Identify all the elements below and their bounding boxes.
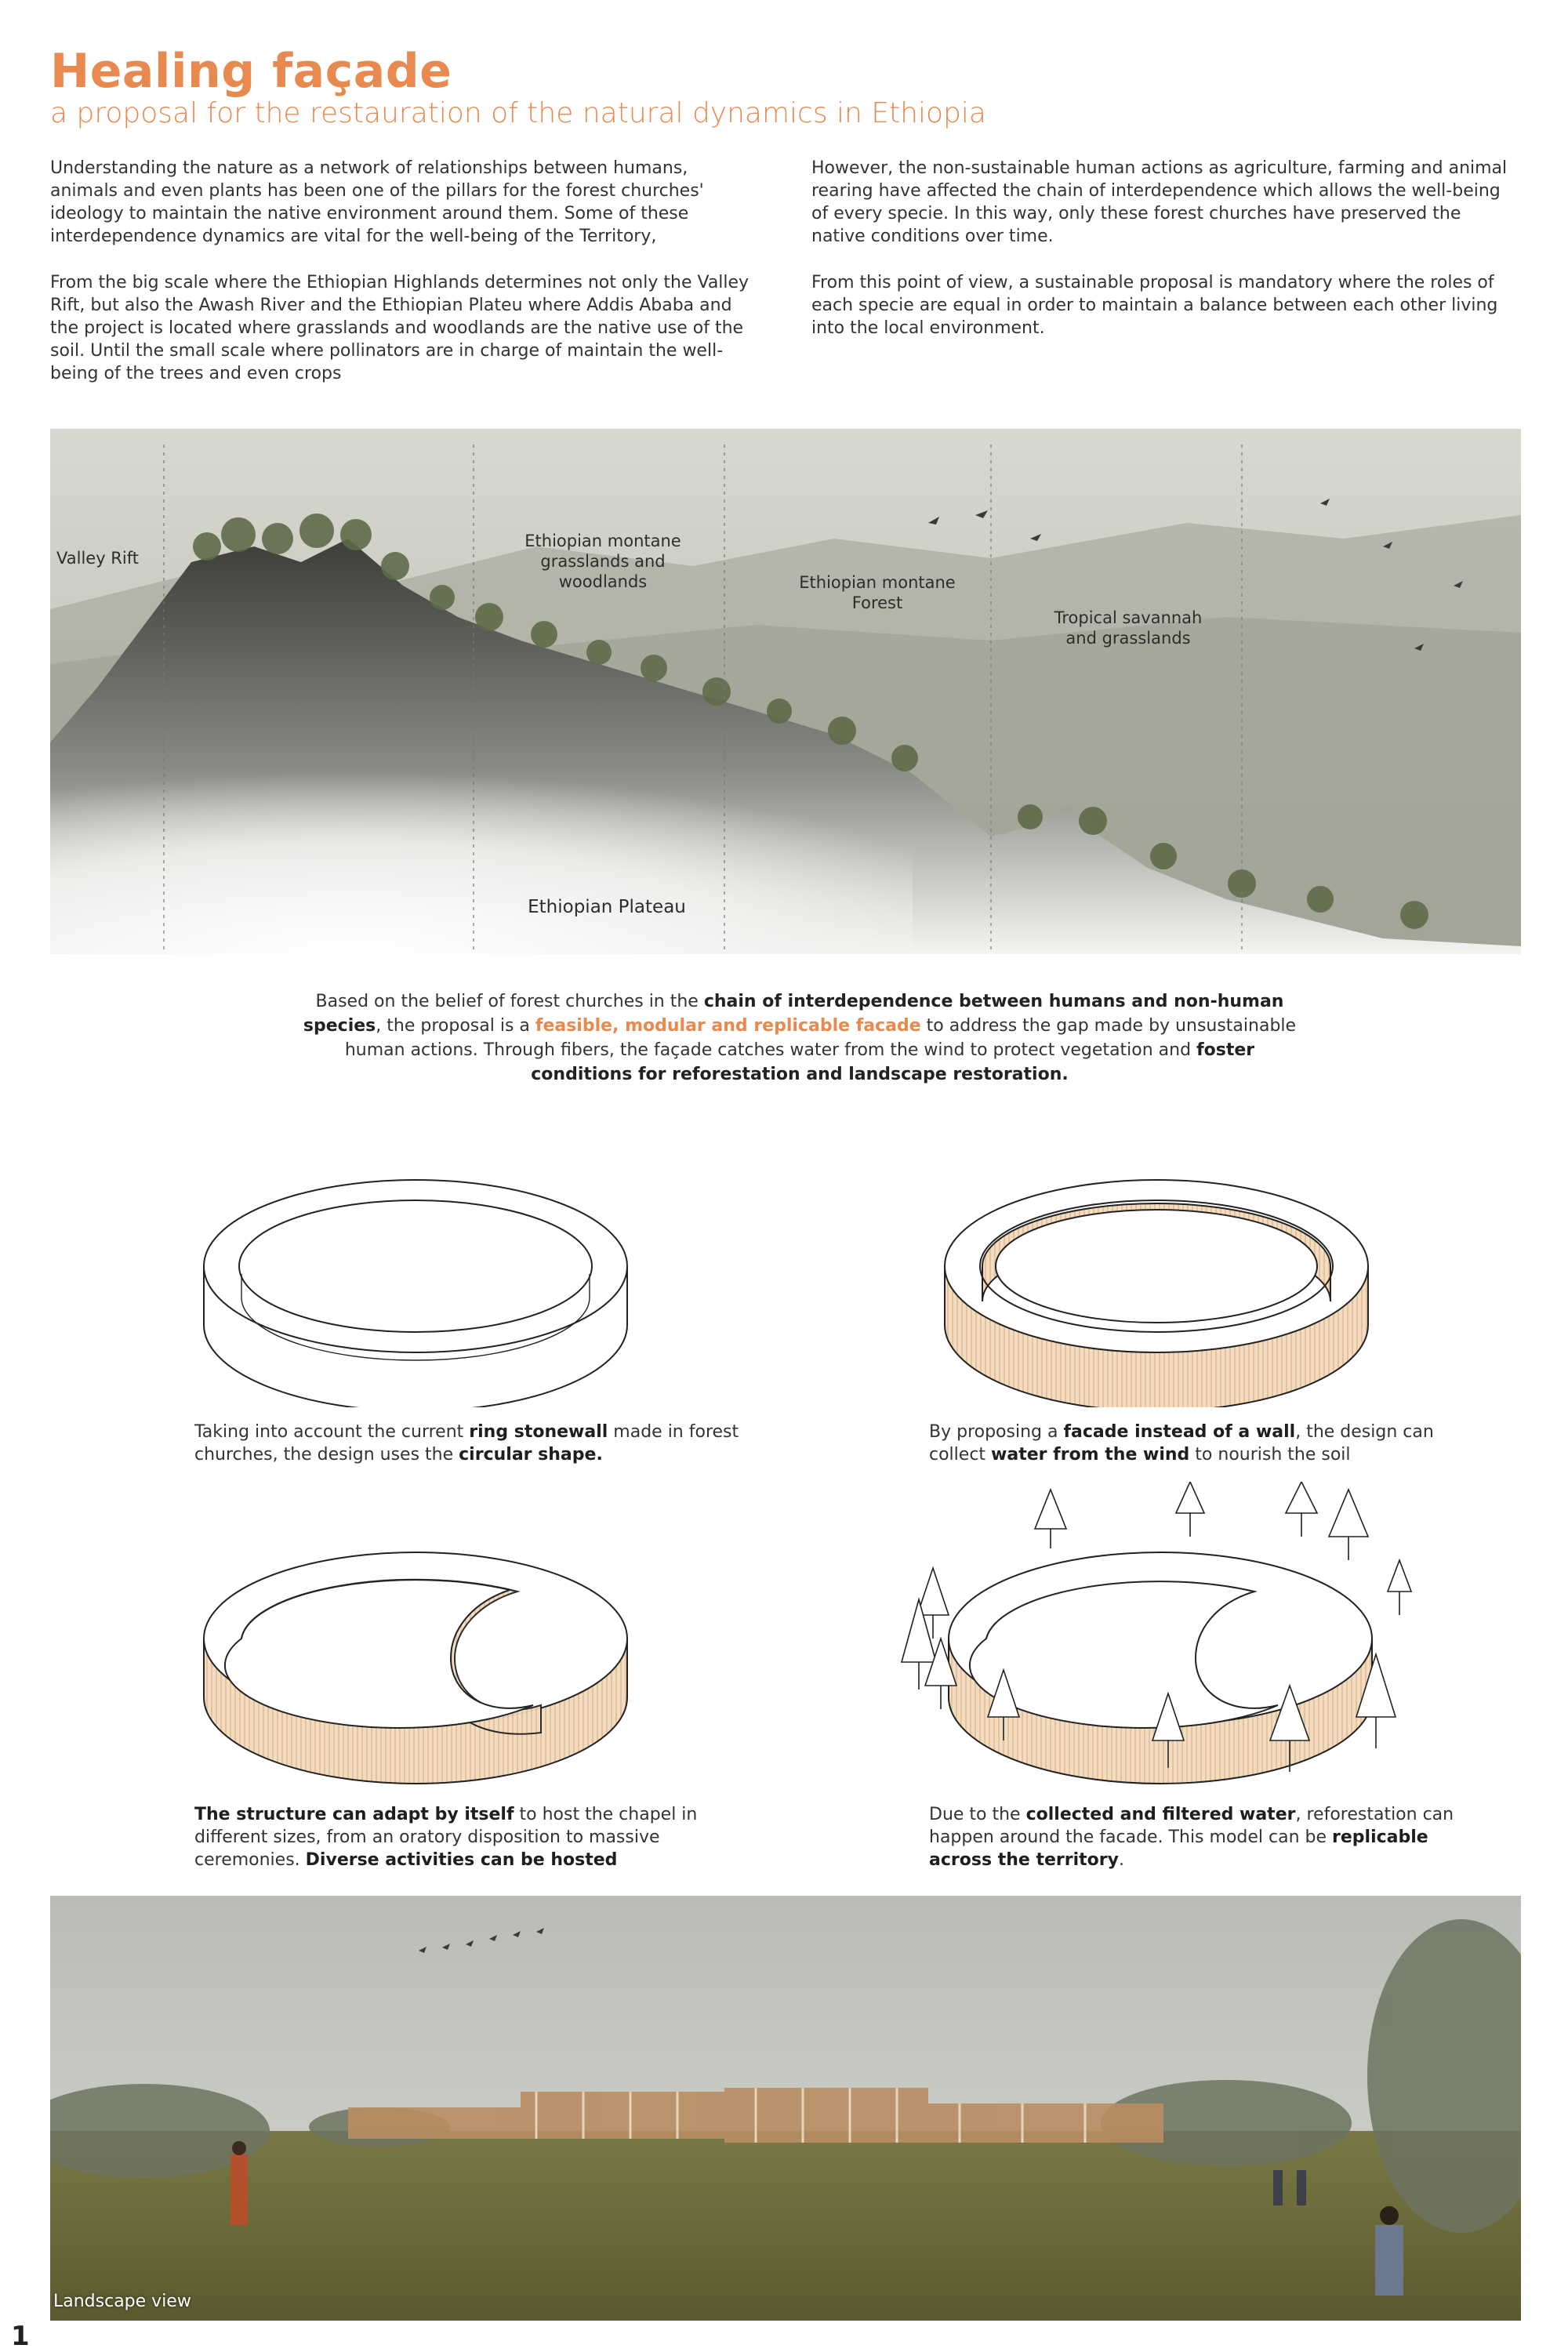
adaptive-structure-diagram bbox=[196, 1529, 635, 1788]
label-tropical-savannah: Tropical savannah and grasslands bbox=[1054, 608, 1203, 648]
label-montane-forest: Ethiopian montane Forest bbox=[799, 573, 956, 612]
label-ethiopian-plateau: Ethiopian Plateau bbox=[528, 897, 686, 917]
reforestation-diagram bbox=[894, 1482, 1427, 1795]
intro-paragraph: Understanding the nature as a network of relationships between humans, animals and even plants has been one of the pillars for the forest churches' ideology to maintain the native environment around them. Some of these interdependence dynamics are vital for the well-being of the Territory, bbox=[50, 158, 704, 246]
mountain-section-drawing bbox=[50, 429, 1521, 954]
intro-paragraph: From the big scale where the Ethiopian Highlands determines not only the Valley Rift, but also the Awash River and the Ethiopian Plateu where Addis Ababa and the project is located where grasslands and woodlands are the native use of the soil. Until the small scale where pollinators are in charge of maintain the well-being of the trees and even crops bbox=[50, 273, 750, 383]
diagram-caption-3: The structure can adapt by itself to host the chapel in different sizes, from an oratory disposition to massive ceremonies. Diverse activities can be hosted bbox=[194, 1805, 698, 1870]
landscape-view-render bbox=[50, 1896, 1521, 2321]
page-subtitle: a proposal for the restauration of the natural dynamics in Ethiopia bbox=[50, 97, 986, 129]
facade-ring-diagram bbox=[937, 1149, 1376, 1407]
diagram-caption-2: By proposing a facade instead of a wall, the design can collect water from the wind to nourish the soil bbox=[929, 1422, 1434, 1465]
label-valley-rift: Valley Rift bbox=[56, 549, 139, 568]
label-montane-grasslands: Ethiopian montane grasslands and woodlands bbox=[524, 532, 681, 591]
page-number: 1 bbox=[11, 2321, 30, 2352]
intro-left-column bbox=[50, 157, 756, 408]
page-title: Healing façade bbox=[50, 44, 452, 99]
intro-paragraph: From this point of view, a sustainable proposal is mandatory where the roles of each specie are equal in order to maintain a balance between each other living into the local environment. bbox=[811, 273, 1498, 338]
intro-paragraph: However, the non-sustainable human actions as agriculture, farming and animal rearing have affected the chain of interdependence which allows the well-being of every specie. In this way, only these forest churches have preserved the native conditions over time. bbox=[811, 158, 1508, 246]
ecological-section-illustration bbox=[50, 429, 1521, 954]
diagram-caption-4: Due to the collected and filtered water, reforestation can happen around the facade. This model can be replicable across the territory. bbox=[929, 1805, 1454, 1870]
landscape-view-label: Landscape view bbox=[53, 2292, 191, 2311]
intro-right-column bbox=[811, 157, 1517, 363]
proposal-lead-paragraph: Based on the belief of forest churches in the chain of interdependence between humans and non-human species, the proposal is a feasible, modular and replicable facade to address the gap made by unsustainable human actions. Through fibers, the façade catches water from the wind to protect vegetation and foster conditions for reforestation and landscape restoration. bbox=[303, 992, 1297, 1084]
diagram-caption-1: Taking into account the current ring stonewall made in forest churches, the design uses the circular shape. bbox=[194, 1422, 739, 1465]
ring-wall-diagram bbox=[196, 1149, 635, 1407]
